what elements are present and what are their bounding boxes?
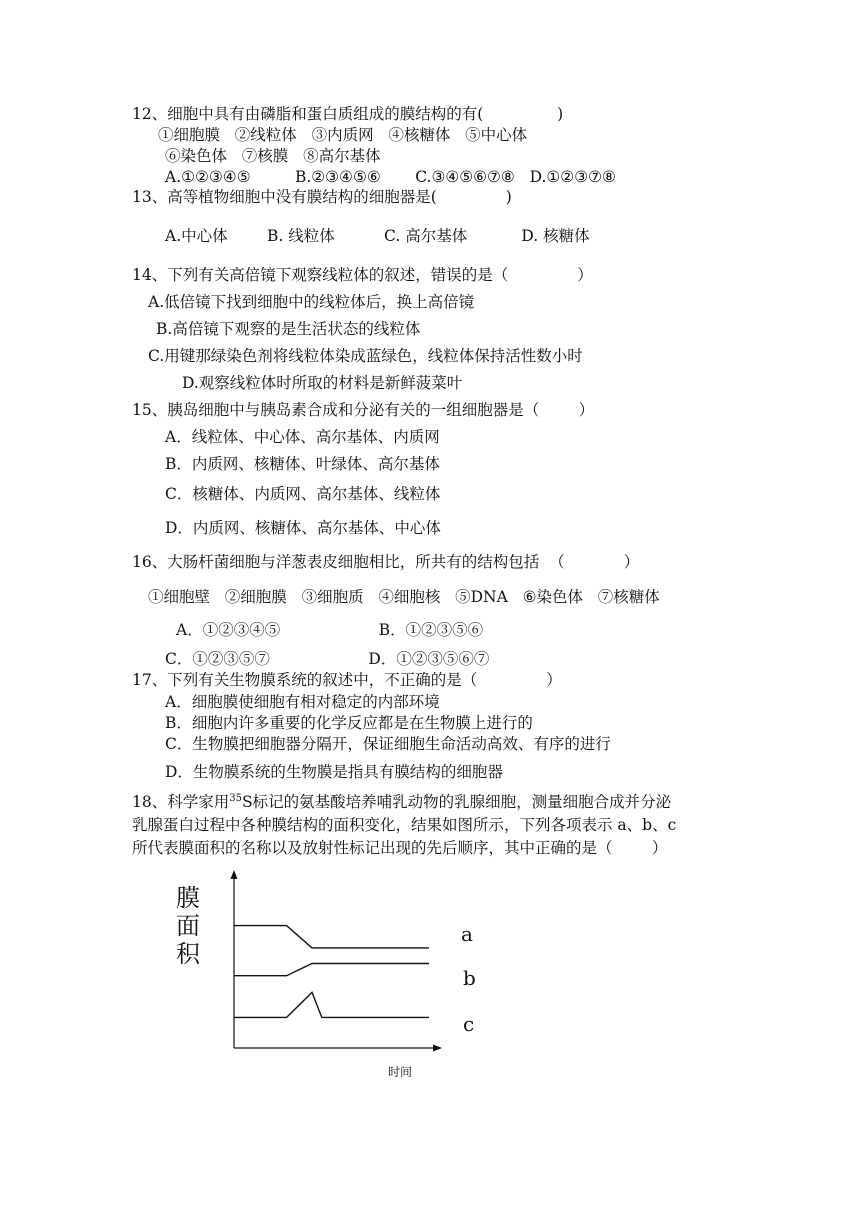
q17-option-c: C．生物膜把细胞器分隔开，保证细胞生命活动高效、有序的进行: [165, 735, 611, 753]
q17-stem: 17、下列有关生物膜系统的叙述中，不正确的是（ ）: [132, 671, 562, 689]
q18-stem-line2: 乳腺蛋白过程中各种膜结构的面积变化，结果如图所示，下列各项表示 a、b、c: [132, 816, 677, 834]
series-label-c: c: [463, 1012, 475, 1036]
q17-option-b: B．细胞内许多重要的化学反应都是在生物膜上进行的: [165, 714, 533, 732]
q14-option-b: B.高倍镜下观察的是生活状态的线粒体: [156, 320, 421, 338]
q13-stem: 13、高等植物细胞中没有膜结构的细胞器是( ): [132, 188, 512, 206]
q16-options-cd: C．①②③⑤⑦ D．①②③⑤⑥⑦: [165, 650, 490, 668]
q15-stem: 15、胰岛细胞中与胰岛素合成和分泌有关的一组细胞器是（ ）: [132, 401, 595, 419]
q18-isotope-superscript: 35: [229, 793, 242, 804]
q12-stem: 12、细胞中具有由磷脂和蛋白质组成的膜结构的有( ): [132, 105, 564, 123]
q17-option-a: A．细胞膜使细胞有相对稳定的内部环境: [165, 693, 440, 711]
q16-stem: 16、大肠杆菌细胞与洋葱表皮细胞相比，所共有的结构包括 （ ）: [132, 553, 640, 571]
series-label-a: a: [461, 922, 473, 946]
q14-option-c: C.用键那绿染色剂将线粒体染成蓝绿色，线粒体保持活性数小时: [148, 347, 583, 365]
q12-items-line2: ⑥染色体 ⑦核膜 ⑧高尔基体: [165, 147, 381, 165]
q14-option-d: D.观察线粒体时所取的材料是新鲜菠菜叶: [182, 374, 463, 392]
q16-items: ①细胞壁 ②细胞膜 ③细胞质 ④细胞核 ⑤DNA ⑥染色体 ⑦核糖体: [148, 588, 660, 606]
q12-options: A.①②③④⑤ B.②③④⑤⑥ C.③④⑤⑥⑦⑧ D.①②③⑦⑧: [165, 168, 616, 186]
q14-option-a: A.低倍镜下找到细胞中的线粒体后，换上高倍镜: [148, 293, 475, 311]
q15-option-c: C．核糖体、内质网、高尔基体、线粒体: [165, 485, 441, 503]
q13-options: A.中心体 B. 线粒体 C. 高尔基体 D. 核糖体: [165, 227, 590, 245]
series-label-b: b: [463, 966, 476, 990]
q17-option-d: D．生物膜系统的生物膜是指具有膜结构的细胞器: [165, 763, 503, 781]
q15-option-a: A．线粒体、中心体、高尔基体、内质网: [165, 428, 440, 446]
series-line-a: [234, 926, 429, 948]
q12-items-line1: ①细胞膜 ②线粒体 ③内质网 ④核糖体 ⑤中心体: [158, 126, 528, 144]
q15-option-d: D．内质网、核糖体、高尔基体、中心体: [165, 519, 441, 537]
chart-y-axis-arrow: [231, 870, 238, 879]
q18-stem-post: S标记的氨基酸培养哺乳动物的乳腺细胞，测量细胞合成并分泌: [241, 793, 672, 811]
series-line-b: [234, 964, 429, 976]
q18-stem-line3: 所代表膜面积的名称以及放射性标记出现的先后顺序，其中正确的是（ ）: [132, 839, 668, 857]
chart-x-axis-arrow: [433, 1045, 442, 1052]
chart-x-axis-label: 时间: [388, 1065, 413, 1079]
q14-stem: 14、下列有关高倍镜下观察线粒体的叙述，错误的是（ ）: [132, 266, 593, 284]
q18-stem-pre: 18、科学家用: [132, 793, 230, 811]
q15-option-b: B．内质网、核糖体、叶绿体、高尔基体: [165, 455, 440, 473]
q16-options-ab: A．①②③④⑤ B．①②③⑤⑥: [176, 621, 484, 639]
chart-y-axis-label: 膜面积: [176, 884, 200, 968]
series-line-c: [234, 992, 429, 1017]
